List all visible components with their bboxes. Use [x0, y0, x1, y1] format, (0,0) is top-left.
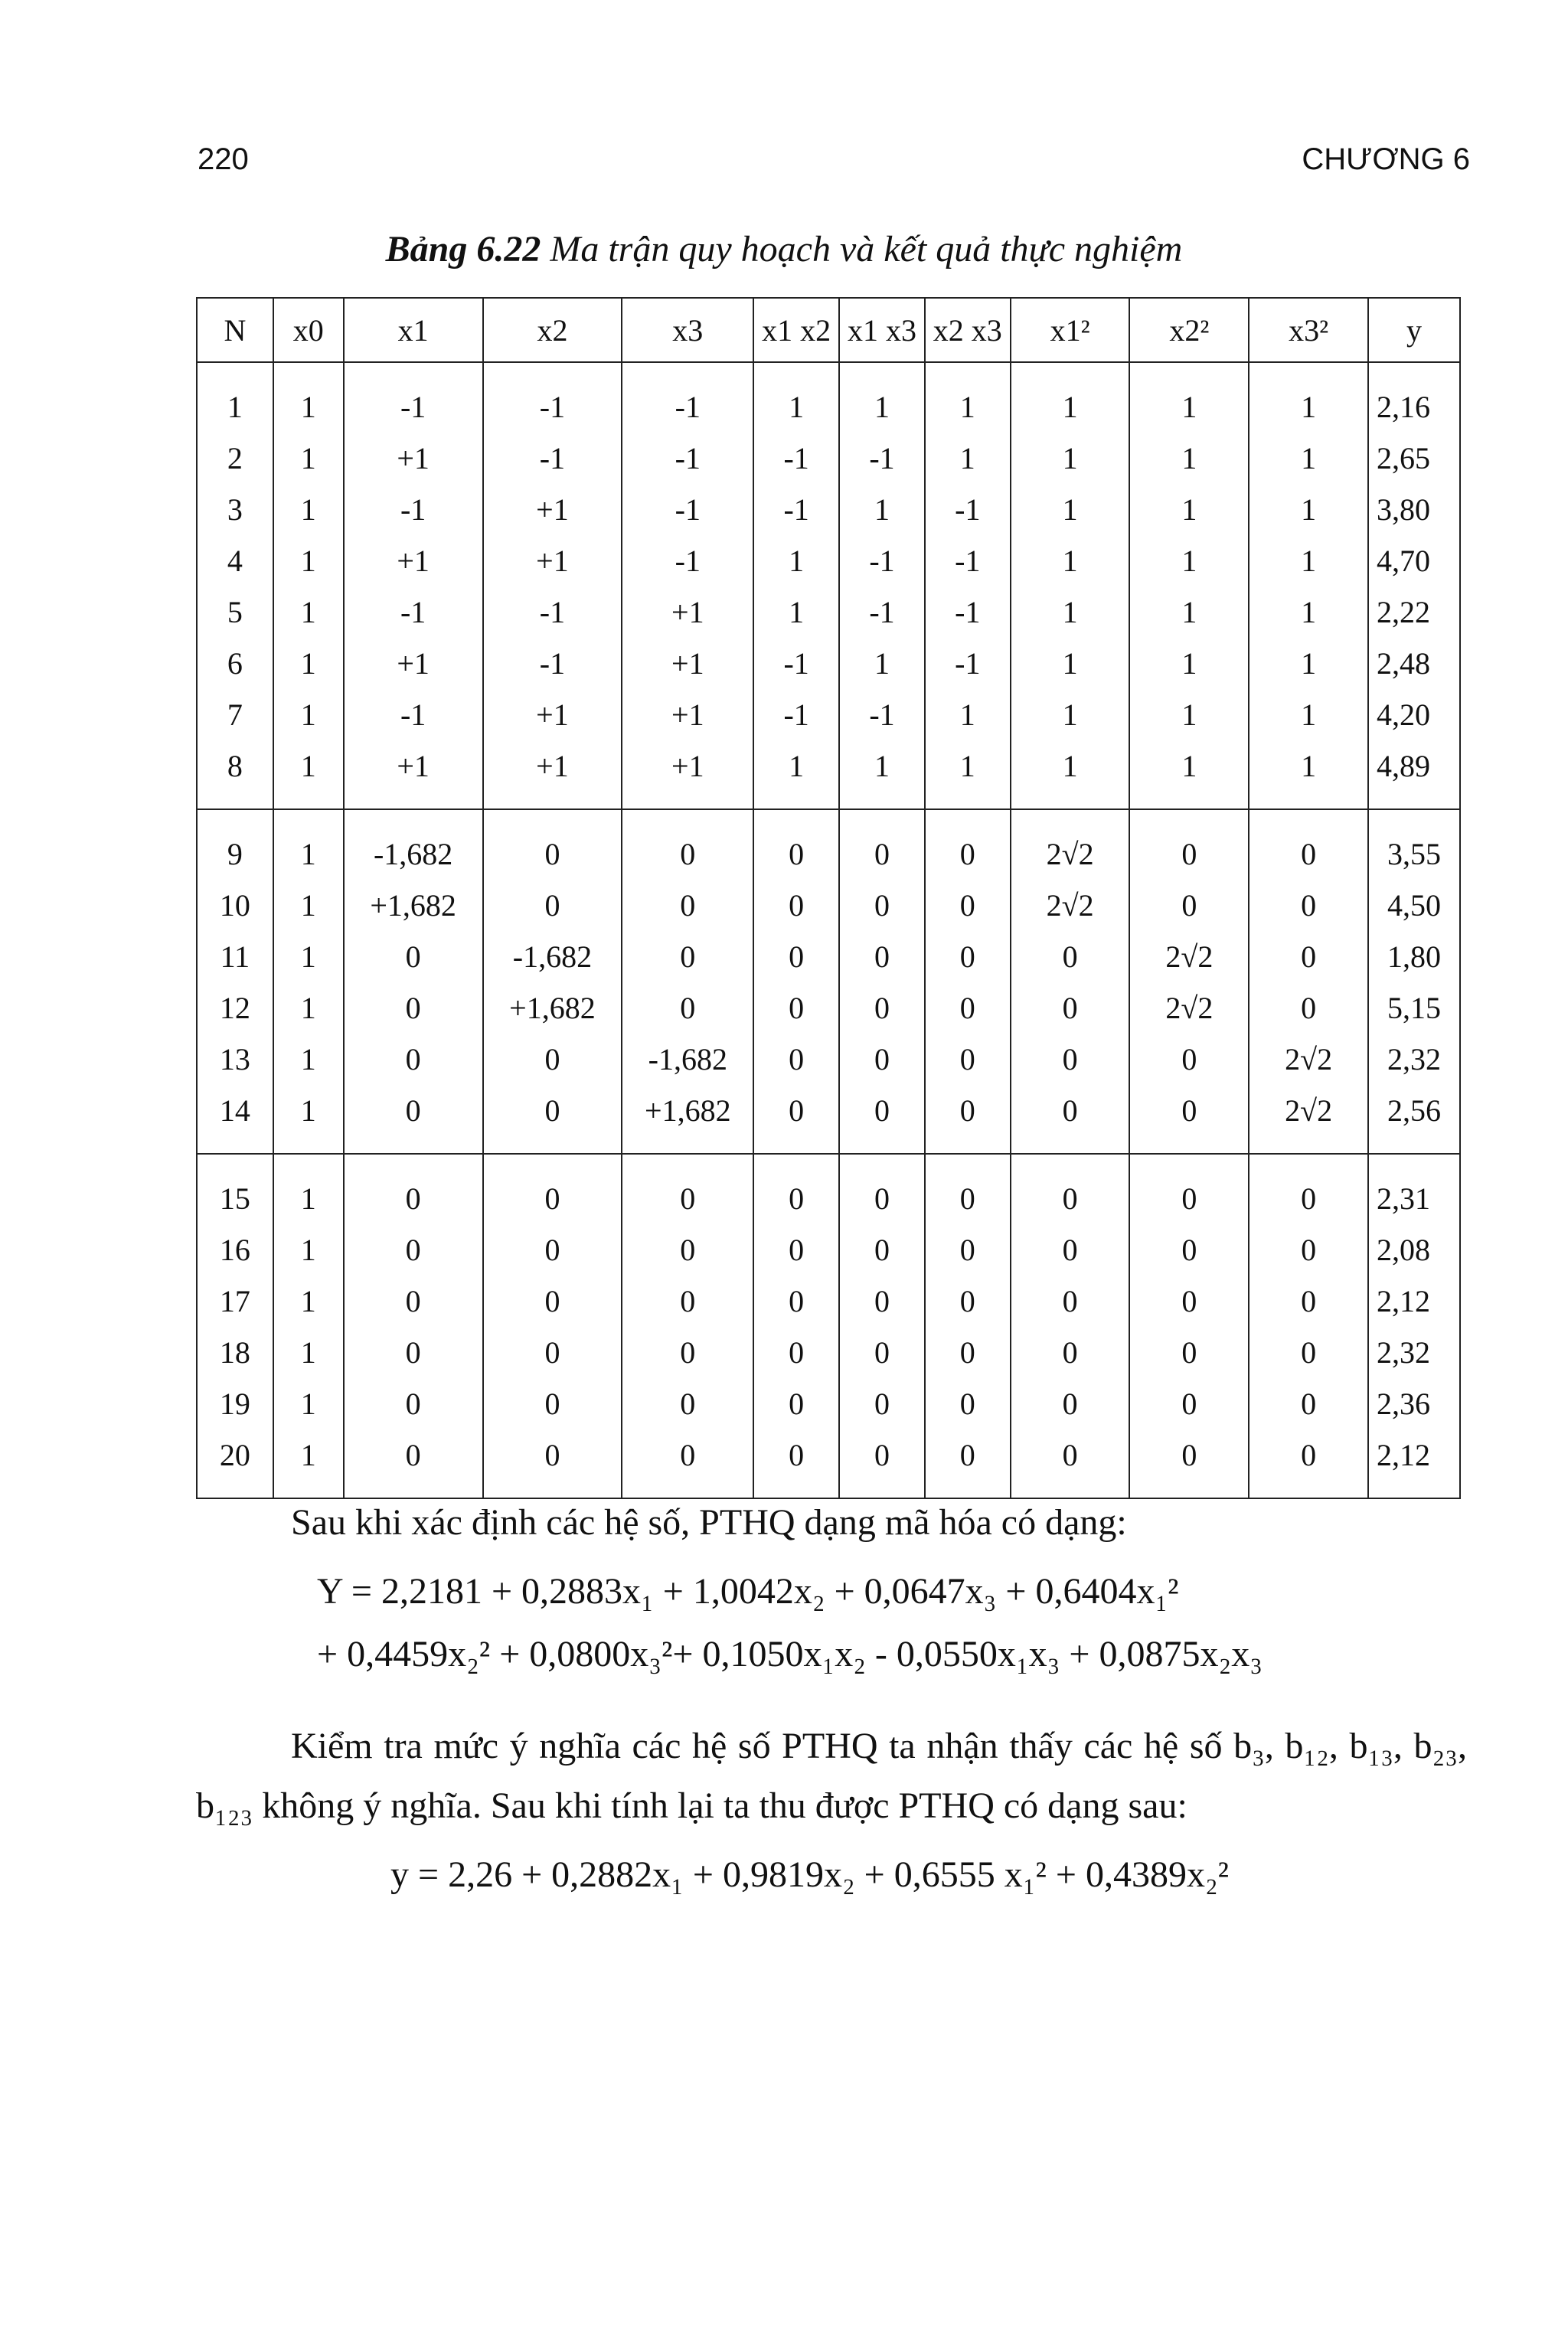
table-cell: 1: [1249, 362, 1368, 433]
column-header: x3: [622, 298, 753, 362]
table-cell: 11: [197, 931, 273, 982]
table-group-star: [197, 809, 1460, 1154]
page-number: 220: [198, 142, 249, 176]
table-row: [197, 880, 1460, 931]
table-cell: 0: [925, 809, 1011, 880]
table-cell: 0: [622, 1429, 753, 1498]
table-cell: -1,682: [483, 931, 622, 982]
table-cell: 5,15: [1368, 982, 1460, 1034]
table-cell: 1: [273, 1034, 344, 1085]
table-cell: 1: [273, 1154, 344, 1224]
table-cell: -1: [753, 689, 839, 740]
table-cell: 0: [483, 1154, 622, 1224]
table-cell: 0: [1011, 1378, 1130, 1429]
table-cell: 2: [197, 433, 273, 484]
table-cell: 13: [197, 1034, 273, 1085]
table-cell: 0: [1249, 931, 1368, 982]
table-cell: 0: [753, 1378, 839, 1429]
table-row: [197, 1224, 1460, 1276]
table-cell: 0: [839, 982, 925, 1034]
table-cell: 1: [273, 362, 344, 433]
table-cell: 1: [1011, 638, 1130, 689]
table-row: [197, 1154, 1460, 1224]
table-cell: 0: [483, 1378, 622, 1429]
table-row: [197, 740, 1460, 809]
table-cell: 4: [197, 535, 273, 586]
table-cell: 0: [925, 1034, 1011, 1085]
table-cell: 9: [197, 809, 273, 880]
table-row: [197, 1378, 1460, 1429]
table-cell: +1: [483, 689, 622, 740]
table-cell: 0: [1129, 1085, 1249, 1154]
table-row: [197, 931, 1460, 982]
table-cell: 1: [273, 880, 344, 931]
table-cell: 2,08: [1368, 1224, 1460, 1276]
table-cell: 2√2: [1249, 1034, 1368, 1085]
table-cell: 1,80: [1368, 931, 1460, 982]
table-cell: +1: [344, 740, 483, 809]
table-cell: 0: [925, 880, 1011, 931]
table-cell: 0: [1249, 1327, 1368, 1378]
table-cell: +1: [483, 740, 622, 809]
table-cell: 1: [925, 433, 1011, 484]
table-caption: [0, 228, 1568, 270]
table-cell: 0: [1011, 1224, 1130, 1276]
table-cell: 3,80: [1368, 484, 1460, 535]
table-row: [197, 1085, 1460, 1154]
table-cell: 1: [1129, 689, 1249, 740]
table-cell: +1: [344, 433, 483, 484]
table-cell: 0: [839, 1276, 925, 1327]
table-row: [197, 433, 1460, 484]
table-cell: -1: [344, 484, 483, 535]
table-cell: 1: [273, 982, 344, 1034]
table-cell: 0: [1249, 1429, 1368, 1498]
table-cell: 1: [273, 1378, 344, 1429]
table-cell: 0: [344, 1034, 483, 1085]
table-cell: 1: [1129, 433, 1249, 484]
table-cell: -1: [483, 586, 622, 638]
table-cell: 1: [925, 689, 1011, 740]
table-cell: 2,12: [1368, 1276, 1460, 1327]
table-cell: 6: [197, 638, 273, 689]
table-cell: 0: [483, 1327, 622, 1378]
column-header: x2 x3: [925, 298, 1011, 362]
table-cell: -1: [925, 638, 1011, 689]
table-cell: 1: [925, 362, 1011, 433]
column-header: x1²: [1011, 298, 1130, 362]
table-cell: 0: [344, 1224, 483, 1276]
table-cell: 2,16: [1368, 362, 1460, 433]
table-cell: 0: [344, 982, 483, 1034]
table-cell: 0: [839, 1085, 925, 1154]
table-cell: 0: [1129, 1154, 1249, 1224]
table-cell: 1: [753, 740, 839, 809]
table-cell: 14: [197, 1085, 273, 1154]
table-cell: 0: [839, 1378, 925, 1429]
table-cell: +1: [622, 740, 753, 809]
table-cell: -1: [483, 433, 622, 484]
table-cell: 0: [839, 1429, 925, 1498]
table-cell: 2,32: [1368, 1034, 1460, 1085]
table-cell: 0: [925, 1224, 1011, 1276]
table-cell: 0: [753, 880, 839, 931]
table-cell: 2,65: [1368, 433, 1460, 484]
table-cell: 0: [839, 1154, 925, 1224]
table-cell: 0: [753, 1429, 839, 1498]
table-row: [197, 638, 1460, 689]
table-cell: 2,56: [1368, 1085, 1460, 1154]
table-cell: 1: [1249, 740, 1368, 809]
table-cell: 0: [1011, 1034, 1130, 1085]
table-row: [197, 689, 1460, 740]
table-cell: 3: [197, 484, 273, 535]
table-cell: 0: [483, 1429, 622, 1498]
table-cell: 0: [622, 1224, 753, 1276]
table-cell: 0: [483, 1085, 622, 1154]
table-cell: -1: [925, 586, 1011, 638]
table-cell: 0: [753, 1327, 839, 1378]
table-cell: 4,89: [1368, 740, 1460, 809]
table-cell: 1: [273, 433, 344, 484]
table-cell: 2√2: [1249, 1085, 1368, 1154]
table-cell: -1: [839, 535, 925, 586]
table-cell: 0: [1011, 1429, 1130, 1498]
table-cell: 0: [483, 1276, 622, 1327]
table-cell: +1,682: [344, 880, 483, 931]
table-cell: 1: [197, 362, 273, 433]
table-cell: 4,50: [1368, 880, 1460, 931]
table-row: [197, 535, 1460, 586]
table-row: [197, 484, 1460, 535]
table-cell: 0: [1129, 1378, 1249, 1429]
table-cell: 0: [1249, 982, 1368, 1034]
table-cell: 0: [344, 1276, 483, 1327]
table-cell: 1: [1249, 535, 1368, 586]
table-cell: 1: [273, 1085, 344, 1154]
column-header: x0: [273, 298, 344, 362]
column-header: x3²: [1249, 298, 1368, 362]
table-cell: 0: [1249, 880, 1368, 931]
table-cell: -1,682: [622, 1034, 753, 1085]
table-cell: 0: [839, 880, 925, 931]
table-cell: 2,31: [1368, 1154, 1460, 1224]
table-cell: 1: [753, 362, 839, 433]
table-cell: 15: [197, 1154, 273, 1224]
table-cell: 0: [839, 1034, 925, 1085]
table-cell: 2√2: [1129, 982, 1249, 1034]
table-cell: -1: [839, 586, 925, 638]
table-cell: 0: [483, 880, 622, 931]
table-cell: 0: [925, 1327, 1011, 1378]
table-cell: 19: [197, 1378, 273, 1429]
table-cell: 0: [622, 1276, 753, 1327]
table-cell: +1,682: [483, 982, 622, 1034]
table-cell: 1: [273, 740, 344, 809]
table-cell: 1: [273, 484, 344, 535]
table-cell: 0: [622, 931, 753, 982]
table-cell: 0: [1129, 1276, 1249, 1327]
table-cell: +1: [622, 586, 753, 638]
table-cell: +1: [622, 689, 753, 740]
table-cell: 16: [197, 1224, 273, 1276]
table-cell: 0: [622, 809, 753, 880]
table-row: [197, 1034, 1460, 1085]
table-cell: -1: [344, 689, 483, 740]
table-cell: -1: [622, 535, 753, 586]
table-cell: 0: [344, 1154, 483, 1224]
table-cell: -1,682: [344, 809, 483, 880]
table-cell: 1: [1011, 484, 1130, 535]
table-cell: 0: [925, 1378, 1011, 1429]
table-cell: 1: [753, 586, 839, 638]
table-cell: -1: [839, 689, 925, 740]
design-matrix-table: [196, 297, 1461, 1499]
table-cell: 1: [1129, 638, 1249, 689]
page-header: [198, 142, 1470, 181]
table-cell: 1: [1129, 586, 1249, 638]
table-row: [197, 982, 1460, 1034]
table-cell: -1: [753, 638, 839, 689]
table-cell: 0: [839, 809, 925, 880]
table-caption-label: Bảng 6.22: [385, 229, 541, 270]
table-cell: 0: [1129, 1034, 1249, 1085]
table-cell: 0: [1249, 1378, 1368, 1429]
table-group-center: [197, 1154, 1460, 1498]
table-cell: 0: [1011, 1276, 1130, 1327]
table-cell: 1: [753, 535, 839, 586]
table-row: [197, 1327, 1460, 1378]
table-cell: 0: [622, 982, 753, 1034]
table-cell: 0: [1129, 1429, 1249, 1498]
table-cell: 2,12: [1368, 1429, 1460, 1498]
table-cell: 1: [839, 740, 925, 809]
table-cell: 2√2: [1129, 931, 1249, 982]
table-cell: 1: [925, 740, 1011, 809]
table-cell: 1: [273, 638, 344, 689]
table-cell: 0: [1011, 1327, 1130, 1378]
table-cell: 0: [1011, 1085, 1130, 1154]
table-cell: 0: [1249, 1154, 1368, 1224]
table-cell: 1: [1011, 433, 1130, 484]
table-cell: 1: [1249, 689, 1368, 740]
table-cell: 1: [273, 689, 344, 740]
table-cell: 1: [1011, 586, 1130, 638]
table-cell: 1: [1249, 586, 1368, 638]
table-cell: 2,32: [1368, 1327, 1460, 1378]
table-cell: 0: [925, 1154, 1011, 1224]
table-cell: 0: [925, 1276, 1011, 1327]
table-cell: 0: [344, 1085, 483, 1154]
table-header-row: [197, 298, 1460, 362]
table-cell: 0: [1249, 1224, 1368, 1276]
table-cell: 0: [1129, 1224, 1249, 1276]
table-cell: 2√2: [1011, 809, 1130, 880]
table-cell: -1: [925, 535, 1011, 586]
table-cell: 1: [1129, 484, 1249, 535]
table-cell: 4,20: [1368, 689, 1460, 740]
paragraph-coefficients: Sau khi xác định các hệ số, PTHQ dạng mã hóa có dạng:: [291, 1502, 1127, 1543]
column-header: x1 x2: [753, 298, 839, 362]
regression-equation-line-2: + 0,4459x₂² + 0,0800x₃²+ 0,1050x₁x₂ - 0,0550x₁x₃ + 0,0875x₂x₃: [317, 1634, 1263, 1674]
table-cell: -1: [344, 586, 483, 638]
table-cell: 12: [197, 982, 273, 1034]
column-header: x2: [483, 298, 622, 362]
table-cell: +1,682: [622, 1085, 753, 1154]
table-cell: 8: [197, 740, 273, 809]
column-header: x2²: [1129, 298, 1249, 362]
table-cell: 0: [925, 931, 1011, 982]
table-cell: 0: [839, 1327, 925, 1378]
table-cell: 17: [197, 1276, 273, 1327]
table-cell: 1: [273, 809, 344, 880]
table-cell: 0: [839, 1224, 925, 1276]
table-cell: 0: [622, 1327, 753, 1378]
table-cell: 0: [1011, 982, 1130, 1034]
table-cell: +1: [483, 484, 622, 535]
table-cell: 18: [197, 1327, 273, 1378]
table-cell: 1: [1011, 362, 1130, 433]
table-cell: 1: [273, 1224, 344, 1276]
regression-equation-line-1: Y = 2,2181 + 0,2883x₁ + 1,0042x₂ + 0,0647x₃ + 0,6404x₁²: [317, 1571, 1179, 1612]
table-cell: 1: [1129, 740, 1249, 809]
table-cell: 0: [344, 931, 483, 982]
table-cell: -1: [753, 484, 839, 535]
table-cell: -1: [622, 484, 753, 535]
table-cell: 1: [273, 1327, 344, 1378]
table-cell: 20: [197, 1429, 273, 1498]
column-header: N: [197, 298, 273, 362]
table-cell: 1: [273, 931, 344, 982]
table-cell: 0: [483, 1034, 622, 1085]
table-cell: 0: [344, 1378, 483, 1429]
table-cell: -1: [344, 362, 483, 433]
table-row: [197, 1429, 1460, 1498]
table-cell: 0: [622, 1154, 753, 1224]
column-header: x1: [344, 298, 483, 362]
table-cell: +1: [344, 638, 483, 689]
table-cell: 1: [839, 362, 925, 433]
table-cell: 0: [753, 1085, 839, 1154]
table-row: [197, 1276, 1460, 1327]
table-cell: 0: [1249, 1276, 1368, 1327]
table-cell: 1: [1011, 689, 1130, 740]
table-cell: 1: [273, 1276, 344, 1327]
table-cell: 0: [344, 1429, 483, 1498]
table-cell: 0: [925, 1429, 1011, 1498]
table-cell: 1: [839, 638, 925, 689]
table-cell: 0: [753, 982, 839, 1034]
table-row: [197, 362, 1460, 433]
table-cell: -1: [622, 433, 753, 484]
table-cell: 1: [273, 1429, 344, 1498]
table-cell: 0: [344, 1327, 483, 1378]
table-cell: 0: [622, 880, 753, 931]
table-cell: 0: [1011, 931, 1130, 982]
table-caption-text: Ma trận quy hoạch và kết quả thực nghiệm: [550, 229, 1183, 270]
table-cell: +1: [483, 535, 622, 586]
table-cell: 5: [197, 586, 273, 638]
table-cell: 4,70: [1368, 535, 1460, 586]
paragraph-significance: Kiểm tra mức ý nghĩa các hệ số PTHQ ta nhận thấy các hệ số b₃, b₁₂, b₁₃, b₂₃, b₁₂₃ không ý nghĩa. Sau khi tính lại ta thu được PTHQ có dạng sau:: [196, 1726, 1467, 1826]
table-cell: 0: [622, 1378, 753, 1429]
column-header: y: [1368, 298, 1460, 362]
table-cell: 0: [1129, 880, 1249, 931]
table-cell: 1: [273, 586, 344, 638]
chapter-title: CHƯƠNG 6: [1302, 142, 1470, 176]
table-cell: -1: [753, 433, 839, 484]
table-cell: 1: [273, 535, 344, 586]
table-cell: 0: [483, 1224, 622, 1276]
reduced-regression-equation: y = 2,26 + 0,2882x₁ + 0,9819x₂ + 0,6555 x₁² + 0,4389x₂²: [390, 1854, 1230, 1895]
table-cell: 0: [1129, 1327, 1249, 1378]
table-cell: 2√2: [1011, 880, 1130, 931]
table-cell: 0: [1249, 809, 1368, 880]
table-cell: +1: [622, 638, 753, 689]
table-cell: 1: [1011, 535, 1130, 586]
table-cell: 0: [753, 1154, 839, 1224]
table-row: [197, 809, 1460, 880]
column-header: x1 x3: [839, 298, 925, 362]
table-cell: 0: [925, 1085, 1011, 1154]
table-cell: 1: [1129, 535, 1249, 586]
table-cell: 2,36: [1368, 1378, 1460, 1429]
table-cell: 0: [753, 809, 839, 880]
table-cell: 2,48: [1368, 638, 1460, 689]
table-cell: 0: [1011, 1154, 1130, 1224]
table-cell: 0: [753, 1224, 839, 1276]
table-cell: -1: [839, 433, 925, 484]
table-cell: 0: [839, 931, 925, 982]
table-row: [197, 586, 1460, 638]
table-cell: 1: [1011, 740, 1130, 809]
table-cell: 0: [753, 931, 839, 982]
table-cell: -1: [925, 484, 1011, 535]
table-cell: 7: [197, 689, 273, 740]
table-cell: 0: [1129, 809, 1249, 880]
table-cell: 1: [1129, 362, 1249, 433]
table-cell: 0: [925, 982, 1011, 1034]
table-cell: 1: [1249, 433, 1368, 484]
table-cell: 3,55: [1368, 809, 1460, 880]
table-cell: 1: [1249, 638, 1368, 689]
table-cell: 0: [483, 809, 622, 880]
table-cell: -1: [622, 362, 753, 433]
table-cell: -1: [483, 638, 622, 689]
table-cell: 1: [1249, 484, 1368, 535]
table-cell: +1: [344, 535, 483, 586]
table-cell: 1: [839, 484, 925, 535]
table-cell: 10: [197, 880, 273, 931]
table-cell: 0: [753, 1276, 839, 1327]
table-cell: 0: [753, 1034, 839, 1085]
table-cell: -1: [483, 362, 622, 433]
table-cell: 2,22: [1368, 586, 1460, 638]
table-group-factorial: [197, 362, 1460, 809]
